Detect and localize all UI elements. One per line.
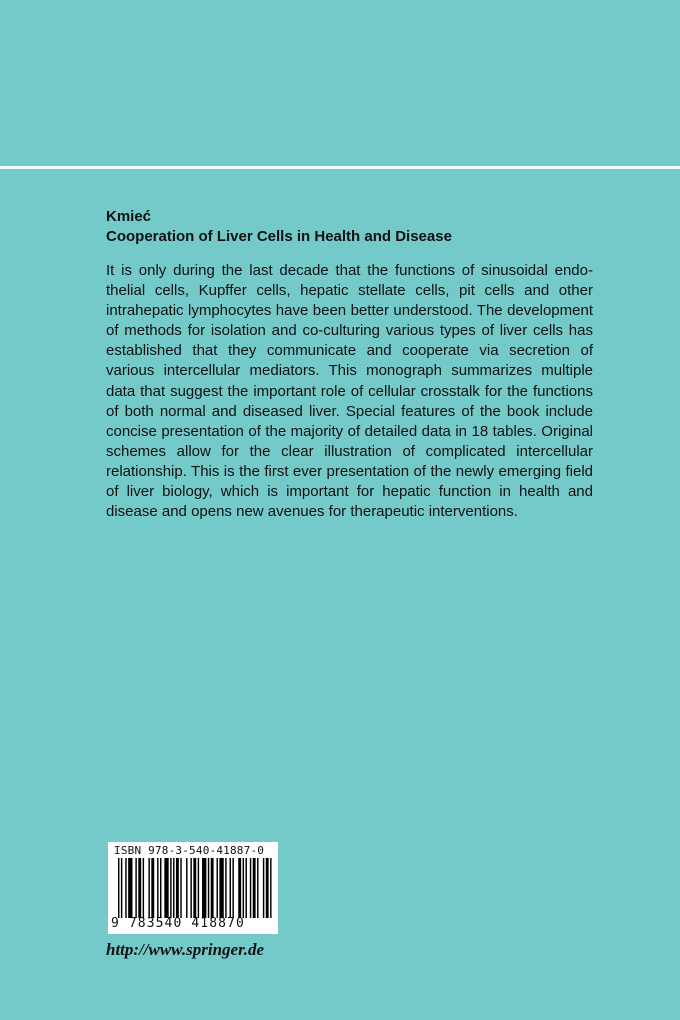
barcode-bar [135, 858, 136, 918]
ean-digits: 9 783540 418870 [111, 916, 245, 931]
barcode-bar [164, 858, 168, 918]
author-name: Kmieć [106, 208, 152, 225]
barcode-bar [121, 858, 122, 918]
barcode-bar [173, 858, 174, 918]
book-title: Cooperation of Liver Cells in Health and Disease [106, 228, 452, 245]
barcode-bar [245, 858, 246, 918]
barcode-bar [208, 858, 209, 918]
barcode-bar [190, 858, 191, 918]
barcode-bar [202, 858, 206, 918]
barcode-bar [219, 858, 223, 918]
barcode-bar [176, 858, 179, 918]
barcode-bar [143, 858, 144, 918]
isbn-label: ISBN 978-3-540-41887-0 [114, 844, 265, 857]
barcode-bar [118, 858, 119, 918]
barcode-bar [238, 858, 241, 918]
isbn-barcode [108, 842, 278, 934]
barcode-bar [225, 858, 226, 918]
barcode-bar [243, 858, 244, 918]
barcode-bar [125, 858, 126, 918]
barcode-bar [230, 858, 231, 918]
barcode-bar [151, 858, 154, 918]
barcode-bar [211, 858, 214, 918]
horizontal-rule [0, 166, 680, 169]
barcode-bar [160, 858, 161, 918]
barcode-bar [193, 858, 196, 918]
barcode-bar [180, 858, 181, 918]
barcode-bar [266, 858, 269, 918]
barcode-bar [157, 858, 158, 918]
barcode-bar [128, 858, 132, 918]
barcode-bar [263, 858, 264, 918]
barcode-bar [232, 858, 233, 918]
barcode-bar [186, 858, 187, 918]
barcode-bar [148, 858, 149, 918]
barcode-bar [253, 858, 256, 918]
barcode-bar [250, 858, 251, 918]
barcode-bar [170, 858, 171, 918]
barcode-bar [138, 858, 141, 918]
barcode-bar [270, 858, 271, 918]
publisher-url: http://www.springer.de [106, 940, 265, 959]
barcode-bars [118, 858, 273, 918]
barcode-bar [198, 858, 199, 918]
barcode-bar [257, 858, 258, 918]
book-description: It is only during the last decade that the functions of sinusoidal endothelial cells, Kupffer cells, hepatic stellate cells, pit cells and other intrahepatic lymphocytes have been better understood. The development of methods for isolation and co-culturing various types of liver cells has established that they communicate and cooperate via secretion of various intercellular mediators. This monograph summarizes multiple data that suggest the important role of cellular crosstalk for the functions of both normal and diseased liver. Special features of the book include concise presentation of the majority of detailed data in 18 tables. Original schemes allow for the clear illustration of complicated intercellular relationship. This is the first ever presentation of the newly emerging field of liver biology, which is important for hepatic function in health and disease and opens new avenues for therapeutic interventions. [106, 262, 593, 521]
barcode-bar [217, 858, 218, 918]
